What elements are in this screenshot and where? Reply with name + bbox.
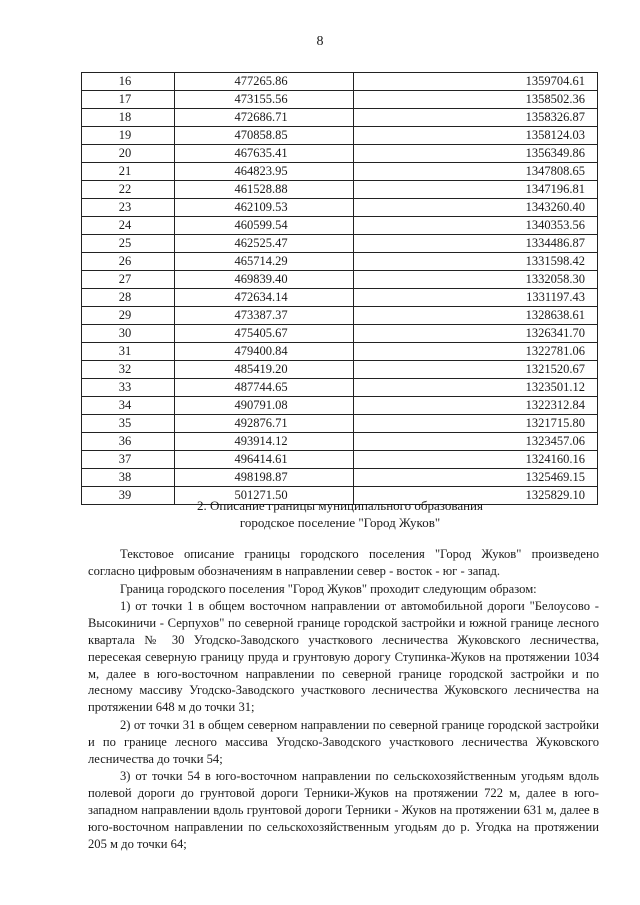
table-row: [82, 199, 598, 217]
point-number-cell: 27: [82, 271, 175, 289]
point-number-cell: 24: [82, 217, 175, 235]
point-number-cell: 21: [82, 163, 175, 181]
point-number-cell: 35: [82, 415, 175, 433]
x-coordinate-cell: 493914.12: [175, 433, 354, 451]
paragraph-intro: Текстовое описание границы городского поселения "Город Жуков" произведено согласно цифровым обозначениям в направлении север - восток - юг - запад.: [88, 547, 599, 578]
x-coordinate-cell: 469839.40: [175, 271, 354, 289]
table-row: [82, 253, 598, 271]
table-row: [82, 325, 598, 343]
x-coordinate-cell: 477265.86: [175, 73, 354, 91]
x-coordinate-cell: 479400.84: [175, 343, 354, 361]
paragraph-segment-1: 1) от точки 1 в общем восточном направлении от автомобильной дороги "Белоусово - Высокиничи - Серпухов" по северной границе городской застройки и южной границе лесного квартала № 30 Угодско-Заводского участкового лесничества Жуковского лесничества, пересекая северную границу пруда и грунтовую дорогу Ступинка-Жуков на протяжении 1034 м, далее в юго-восточном направлении по северной границе городской застройки и по лесному массиву Угодско-Заводского участкового лесничества Жуковского лесничества на протяжении 648 м до точки 31;: [88, 599, 599, 715]
y-coordinate-cell: 1358124.03: [354, 127, 598, 145]
x-coordinate-cell: 501271.50: [175, 487, 354, 505]
table-row: [82, 451, 598, 469]
point-number-cell: 39: [82, 487, 175, 505]
y-coordinate-cell: 1359704.61: [354, 73, 598, 91]
table-row: [82, 271, 598, 289]
x-coordinate-cell: 490791.08: [175, 397, 354, 415]
x-coordinate-cell: 472686.71: [175, 109, 354, 127]
table-row: [82, 289, 598, 307]
x-coordinate-cell: 464823.95: [175, 163, 354, 181]
y-coordinate-cell: 1340353.56: [354, 217, 598, 235]
point-number-cell: 17: [82, 91, 175, 109]
y-coordinate-cell: 1325829.10: [354, 487, 598, 505]
y-coordinate-cell: 1325469.15: [354, 469, 598, 487]
x-coordinate-cell: 460599.54: [175, 217, 354, 235]
point-number-cell: 31: [82, 343, 175, 361]
boundary-description: [88, 546, 599, 852]
table-row: [82, 415, 598, 433]
table-row: [82, 469, 598, 487]
point-number-cell: 29: [82, 307, 175, 325]
table-row: [82, 163, 598, 181]
page-number: 8: [316, 34, 324, 49]
paragraph-segment-3: 3) от точки 54 в юго-восточном направлении по сельскохозяйственным угодьям вдоль полевой дороги до грунтовой дороги Терники-Жуков на протяжении 722 м, далее в юго-западном направлении вдоль грунтовой дороги Терники - Жуков на протяжении 631 м, далее в юго-восточном направлении по сельскохозяйственным угодьям до р. Угодка на протяжении 205 м до точки 64;: [88, 769, 599, 851]
y-coordinate-cell: 1347196.81: [354, 181, 598, 199]
y-coordinate-cell: 1358502.36: [354, 91, 598, 109]
coordinates-table-body: [82, 73, 598, 505]
y-coordinate-cell: 1343260.40: [354, 199, 598, 217]
x-coordinate-cell: 498198.87: [175, 469, 354, 487]
x-coordinate-cell: 462525.47: [175, 235, 354, 253]
y-coordinate-cell: 1331598.42: [354, 253, 598, 271]
x-coordinate-cell: 485419.20: [175, 361, 354, 379]
y-coordinate-cell: 1328638.61: [354, 307, 598, 325]
point-number-cell: 25: [82, 235, 175, 253]
table-row: [82, 109, 598, 127]
table-row: [82, 145, 598, 163]
x-coordinate-cell: 470858.85: [175, 127, 354, 145]
x-coordinate-cell: 462109.53: [175, 199, 354, 217]
section-title: [0, 497, 640, 531]
table-row: [82, 127, 598, 145]
x-coordinate-cell: 492876.71: [175, 415, 354, 433]
y-coordinate-cell: 1321715.80: [354, 415, 598, 433]
x-coordinate-cell: 475405.67: [175, 325, 354, 343]
point-number-cell: 30: [82, 325, 175, 343]
y-coordinate-cell: 1323501.12: [354, 379, 598, 397]
x-coordinate-cell: 461528.88: [175, 181, 354, 199]
point-number-cell: 37: [82, 451, 175, 469]
table-row: [82, 379, 598, 397]
table-row: [82, 343, 598, 361]
y-coordinate-cell: 1322781.06: [354, 343, 598, 361]
x-coordinate-cell: 496414.61: [175, 451, 354, 469]
y-coordinate-cell: 1323457.06: [354, 433, 598, 451]
point-number-cell: 23: [82, 199, 175, 217]
table-row: [82, 73, 598, 91]
point-number-cell: 20: [82, 145, 175, 163]
coordinates-table: [81, 72, 598, 505]
y-coordinate-cell: 1324160.16: [354, 451, 598, 469]
table-row: [82, 307, 598, 325]
table-row: [82, 235, 598, 253]
table-row: [82, 181, 598, 199]
point-number-cell: 34: [82, 397, 175, 415]
point-number-cell: 16: [82, 73, 175, 91]
table-row: [82, 91, 598, 109]
paragraph-route-heading: Граница городского поселения "Город Жуков" проходит следующим образом:: [120, 581, 537, 596]
table-row: [82, 397, 598, 415]
y-coordinate-cell: 1358326.87: [354, 109, 598, 127]
y-coordinate-cell: 1334486.87: [354, 235, 598, 253]
y-coordinate-cell: 1326341.70: [354, 325, 598, 343]
y-coordinate-cell: 1356349.86: [354, 145, 598, 163]
point-number-cell: 19: [82, 127, 175, 145]
x-coordinate-cell: 465714.29: [175, 253, 354, 271]
point-number-cell: 32: [82, 361, 175, 379]
point-number-cell: 22: [82, 181, 175, 199]
x-coordinate-cell: 487744.65: [175, 379, 354, 397]
y-coordinate-cell: 1322312.84: [354, 397, 598, 415]
x-coordinate-cell: 473155.56: [175, 91, 354, 109]
y-coordinate-cell: 1347808.65: [354, 163, 598, 181]
x-coordinate-cell: 473387.37: [175, 307, 354, 325]
point-number-cell: 28: [82, 289, 175, 307]
point-number-cell: 38: [82, 469, 175, 487]
section-title-line-1: 2. Описание границы муниципального образования: [197, 498, 483, 513]
table-row: [82, 433, 598, 451]
x-coordinate-cell: 472634.14: [175, 289, 354, 307]
y-coordinate-cell: 1321520.67: [354, 361, 598, 379]
section-title-line-2: городское поселение "Город Жуков": [239, 515, 441, 530]
y-coordinate-cell: 1331197.43: [354, 289, 598, 307]
point-number-cell: 26: [82, 253, 175, 271]
y-coordinate-cell: 1332058.30: [354, 271, 598, 289]
table-row: [82, 217, 598, 235]
x-coordinate-cell: 467635.41: [175, 145, 354, 163]
paragraph-segment-2: 2) от точки 31 в общем северном направлении по северной границе городской застройки и по границе лесного массива Угодско-Заводского участкового лесничества Жуковского лесничества до точки 54;: [88, 717, 599, 766]
point-number-cell: 36: [82, 433, 175, 451]
table-row: [82, 361, 598, 379]
point-number-cell: 33: [82, 379, 175, 397]
point-number-cell: 18: [82, 109, 175, 127]
